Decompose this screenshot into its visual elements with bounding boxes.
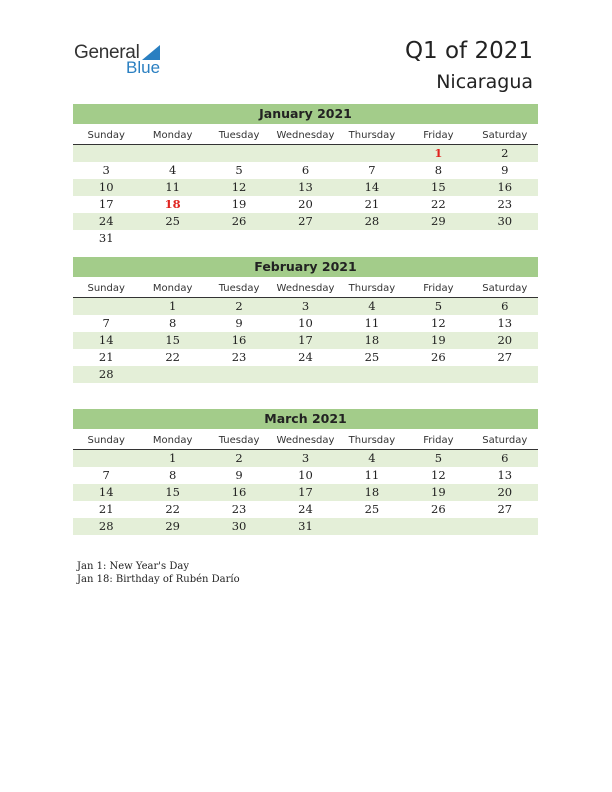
day-cell: 12	[431, 468, 446, 482]
day-cell: 24	[298, 350, 313, 364]
day-cell: 8	[168, 468, 177, 482]
day-cell: 14	[98, 333, 114, 347]
day-cell: 15	[165, 485, 180, 499]
day-cell: 8	[168, 316, 177, 330]
day-cell	[73, 145, 139, 162]
week-row	[73, 145, 538, 162]
day-cell: 22	[165, 350, 180, 364]
weekday-label: Wednesday	[276, 130, 335, 141]
day-cell: 5	[235, 163, 243, 177]
day-cell	[472, 518, 538, 535]
day-cell: 11	[165, 180, 180, 194]
day-cell: 30	[231, 519, 247, 533]
day-cell: 21	[364, 197, 380, 211]
day-cell: 16	[497, 180, 513, 194]
day-cell: 19	[431, 485, 446, 499]
day-cell: 23	[231, 502, 247, 516]
day-cell: 2	[235, 451, 243, 465]
weekday-label: Saturday	[482, 130, 528, 141]
day-cell: 1	[168, 451, 177, 465]
day-cell: 25	[364, 350, 380, 364]
day-cell: 28	[98, 519, 114, 533]
day-cell: 9	[501, 163, 509, 177]
week-row	[73, 467, 538, 484]
day-cell: 19	[231, 197, 247, 211]
weekday-label: Sunday	[87, 283, 125, 294]
day-cell: 13	[298, 180, 313, 194]
day-cell: 9	[235, 316, 243, 330]
weekday-label: Thursday	[348, 130, 396, 141]
month-march	[73, 409, 538, 535]
day-cell: 16	[231, 485, 247, 499]
day-cell: 11	[364, 468, 380, 482]
day-cell: 27	[497, 350, 513, 364]
day-cell	[206, 366, 272, 383]
day-cell: 1	[434, 146, 443, 160]
day-cell: 14	[98, 485, 114, 499]
day-cell	[339, 230, 405, 247]
weekday-label: Tuesday	[218, 435, 260, 446]
day-cell: 17	[98, 197, 114, 211]
week-row	[73, 315, 538, 332]
day-cell: 27	[497, 502, 513, 516]
day-cell: 27	[298, 214, 313, 228]
month-grid	[73, 145, 538, 247]
page-title: Q1 of 2021	[404, 38, 533, 64]
holiday-note: Jan 18: Birthday of Rubén Darío	[77, 574, 240, 585]
day-cell	[339, 366, 405, 383]
day-cell	[73, 298, 139, 315]
brand-word-general: General	[74, 42, 140, 63]
weekday-label: Tuesday	[218, 130, 260, 141]
day-cell: 25	[165, 214, 180, 228]
day-cell	[139, 145, 205, 162]
weekday-label: Wednesday	[276, 435, 335, 446]
day-cell	[339, 518, 405, 535]
day-cell	[139, 366, 205, 383]
day-cell: 9	[235, 468, 243, 482]
weekday-label: Monday	[152, 435, 193, 446]
day-cell: 23	[231, 350, 247, 364]
brand-word-blue: Blue	[126, 58, 161, 77]
week-row	[73, 349, 538, 366]
day-cell: 7	[102, 468, 110, 482]
weekday-label: Wednesday	[276, 283, 335, 294]
day-cell: 3	[301, 299, 310, 313]
day-cell: 10	[298, 316, 313, 330]
day-cell: 20	[497, 333, 513, 347]
weekday-header	[73, 432, 538, 450]
week-row	[73, 230, 538, 247]
day-cell: 25	[364, 502, 380, 516]
day-cell: 4	[368, 299, 376, 313]
day-cell: 10	[298, 468, 313, 482]
weekday-header	[73, 127, 538, 145]
day-cell: 21	[98, 502, 114, 516]
day-cell: 12	[231, 180, 247, 194]
week-row	[73, 213, 538, 230]
day-cell: 12	[431, 316, 446, 330]
week-row	[73, 484, 538, 501]
day-cell	[272, 366, 338, 383]
day-cell: 31	[98, 231, 114, 245]
day-cell: 2	[235, 299, 243, 313]
day-cell: 2	[501, 146, 509, 160]
day-cell: 26	[231, 214, 247, 228]
day-cell: 19	[431, 333, 446, 347]
day-cell: 16	[231, 333, 247, 347]
weekday-header	[73, 280, 538, 298]
day-cell	[206, 230, 272, 247]
day-cell: 24	[298, 502, 313, 516]
day-cell	[405, 230, 471, 247]
day-cell: 28	[98, 367, 114, 381]
day-cell: 4	[368, 451, 376, 465]
weekday-label: Sunday	[87, 130, 125, 141]
month-title: February 2021	[73, 257, 538, 277]
day-cell: 13	[497, 468, 513, 482]
day-cell: 29	[431, 214, 446, 228]
month-title: January 2021	[73, 104, 538, 124]
day-cell	[139, 230, 205, 247]
week-row	[73, 179, 538, 196]
week-row	[73, 196, 538, 213]
day-cell	[206, 145, 272, 162]
day-cell: 17	[298, 333, 313, 347]
day-cell: 5	[434, 451, 443, 465]
weekday-label: Thursday	[348, 435, 396, 446]
day-cell: 3	[301, 451, 310, 465]
day-cell: 26	[431, 502, 446, 516]
weekday-label: Saturday	[482, 283, 528, 294]
holiday-note: Jan 1: New Year's Day	[77, 561, 189, 572]
weekday-label: Sunday	[87, 435, 125, 446]
holiday-notes	[77, 560, 240, 586]
week-row	[73, 518, 538, 535]
day-cell: 22	[431, 197, 446, 211]
month-january	[73, 104, 538, 247]
weekday-label: Friday	[423, 130, 454, 141]
day-cell: 7	[368, 163, 376, 177]
day-cell: 1	[168, 299, 177, 313]
week-row	[73, 162, 538, 179]
day-cell: 21	[98, 350, 114, 364]
day-cell	[272, 145, 338, 162]
day-cell: 18	[364, 333, 380, 347]
day-cell: 18	[164, 197, 181, 211]
week-row	[73, 298, 538, 315]
day-cell: 6	[501, 299, 509, 313]
day-cell	[405, 366, 471, 383]
week-row	[73, 332, 538, 349]
week-row	[73, 501, 538, 518]
day-cell: 6	[301, 163, 310, 177]
country-name: Nicaragua	[436, 71, 533, 93]
day-cell: 30	[497, 214, 513, 228]
day-cell: 18	[364, 485, 380, 499]
day-cell: 14	[364, 180, 380, 194]
day-cell	[272, 230, 338, 247]
day-cell: 15	[165, 333, 180, 347]
weekday-label: Friday	[423, 283, 454, 294]
day-cell: 29	[165, 519, 180, 533]
day-cell: 24	[98, 214, 114, 228]
day-cell: 6	[501, 451, 509, 465]
day-cell: 23	[497, 197, 513, 211]
day-cell	[73, 450, 139, 467]
day-cell: 4	[168, 163, 177, 177]
day-cell	[405, 518, 471, 535]
day-cell: 22	[165, 502, 180, 516]
day-cell: 26	[431, 350, 446, 364]
day-cell	[472, 366, 538, 383]
day-cell: 3	[102, 163, 110, 177]
weekday-label: Tuesday	[218, 283, 260, 294]
day-cell	[339, 145, 405, 162]
weekday-label: Monday	[152, 130, 193, 141]
month-grid	[73, 298, 538, 383]
day-cell: 13	[497, 316, 513, 330]
month-february	[73, 257, 538, 383]
day-cell: 7	[102, 316, 110, 330]
day-cell: 28	[364, 214, 380, 228]
day-cell: 8	[434, 163, 443, 177]
day-cell: 20	[298, 197, 313, 211]
day-cell: 17	[298, 485, 313, 499]
day-cell: 15	[431, 180, 446, 194]
day-cell: 10	[98, 180, 114, 194]
weekday-label: Monday	[152, 283, 193, 294]
week-row	[73, 366, 538, 383]
day-cell: 11	[364, 316, 380, 330]
month-grid	[73, 450, 538, 535]
weekday-label: Friday	[423, 435, 454, 446]
weekday-label: Saturday	[482, 435, 528, 446]
brand-logo	[74, 42, 174, 78]
day-cell: 31	[298, 519, 313, 533]
month-title: March 2021	[73, 409, 538, 429]
day-cell: 20	[497, 485, 513, 499]
day-cell	[472, 230, 538, 247]
week-row	[73, 450, 538, 467]
day-cell: 5	[434, 299, 443, 313]
weekday-label: Thursday	[348, 283, 396, 294]
